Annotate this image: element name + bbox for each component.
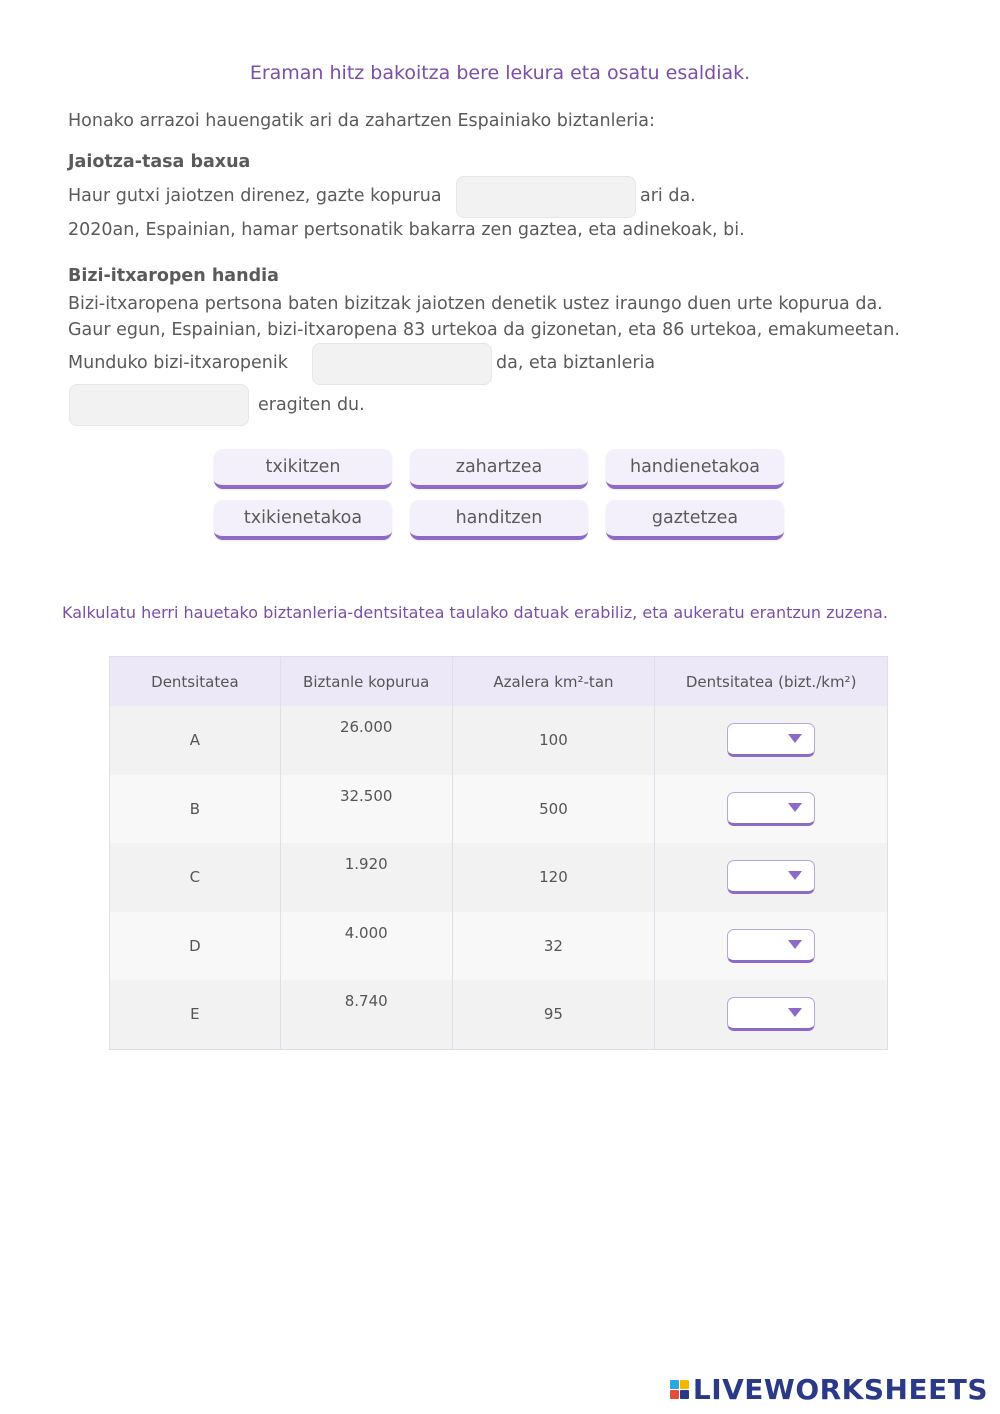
word-chip[interactable]: gaztetzea	[606, 500, 784, 540]
chevron-down-icon	[788, 803, 802, 812]
table-row	[110, 912, 888, 981]
table-header-row	[110, 657, 888, 707]
area-cell: 500	[452, 775, 655, 844]
area-cell: 100	[452, 706, 655, 775]
section1-line1-after: ari da.	[640, 186, 696, 206]
logo-text: LIVEWORKSHEETS	[692, 1373, 988, 1406]
row-label: A	[110, 706, 281, 775]
area-cell: 32	[452, 912, 655, 981]
density-dropdown[interactable]	[727, 792, 815, 826]
header-density-label: Dentsitatea	[110, 657, 281, 707]
header-density-value: Dentsitatea (bizt./km²)	[655, 657, 888, 707]
drop-gap-3[interactable]	[69, 384, 249, 426]
section2-line1: Bizi-itxaropena pertsona baten bizitzak jaiotzen denetik ustez iraungo duen urte kopurua da.	[68, 294, 883, 314]
header-population: Biztanle kopurua	[280, 657, 452, 707]
header-area: Azalera km²-tan	[452, 657, 655, 707]
section2-line2: Gaur egun, Espainian, bizi-itxaropena 83 urtekoa da gizonetan, eta 86 urtekoa, emakumeetan.	[68, 320, 900, 340]
section2-line3-before: Munduko bizi-itxaropenik	[68, 353, 288, 373]
density-dropdown[interactable]	[727, 997, 815, 1031]
row-label: B	[110, 775, 281, 844]
section1-heading: Jaiotza-tasa baxua	[68, 152, 251, 172]
section2-line3-after: da, eta biztanleria	[496, 353, 656, 373]
table-row	[110, 775, 888, 844]
population-cell: 8.740	[280, 980, 452, 1049]
area-cell: 120	[452, 843, 655, 912]
population-cell: 4.000	[280, 912, 452, 981]
density-dropdown[interactable]	[727, 723, 815, 757]
row-label: D	[110, 912, 281, 981]
density-answer-cell	[655, 775, 888, 844]
word-chip[interactable]: handienetakoa	[606, 449, 784, 489]
intro-text: Honako arrazoi hauengatik ari da zahartzen Espainiako biztanleria:	[68, 111, 655, 131]
population-cell: 1.920	[280, 843, 452, 912]
table-row	[110, 843, 888, 912]
population-cell: 26.000	[280, 706, 452, 775]
density-dropdown[interactable]	[727, 929, 815, 963]
density-answer-cell	[655, 912, 888, 981]
section2-line4-after: eragiten du.	[258, 395, 365, 415]
population-cell: 32.500	[280, 775, 452, 844]
drop-gap-2[interactable]	[312, 343, 492, 385]
section1-line2: 2020an, Espainian, hamar pertsonatik bakarra zen gaztea, eta adinekoak, bi.	[68, 220, 745, 240]
section1-line1-before: Haur gutxi jaiotzen direnez, gazte kopurua	[68, 186, 442, 206]
density-answer-cell	[655, 843, 888, 912]
liveworksheets-logo-icon	[670, 1380, 689, 1399]
table-row	[110, 980, 888, 1049]
density-dropdown[interactable]	[727, 860, 815, 894]
table-row	[110, 706, 888, 775]
word-chip[interactable]: txikienetakoa	[214, 500, 392, 540]
drop-gap-1[interactable]	[456, 176, 636, 218]
exercise2-instruction: Kalkulatu herri hauetako biztanleria-dentsitatea taulako datuak erabiliz, eta aukeratu erantzun zuzena.	[62, 603, 888, 622]
liveworksheets-logo	[670, 1373, 988, 1406]
density-answer-cell	[655, 706, 888, 775]
section2-heading: Bizi-itxaropen handia	[68, 266, 279, 286]
chevron-down-icon	[788, 1008, 802, 1017]
word-chip[interactable]: txikitzen	[214, 449, 392, 489]
row-label: E	[110, 980, 281, 1049]
row-label: C	[110, 843, 281, 912]
area-cell: 95	[452, 980, 655, 1049]
chevron-down-icon	[788, 871, 802, 880]
density-answer-cell	[655, 980, 888, 1049]
chevron-down-icon	[788, 734, 802, 743]
word-chip[interactable]: zahartzea	[410, 449, 588, 489]
word-chip[interactable]: handitzen	[410, 500, 588, 540]
chevron-down-icon	[788, 940, 802, 949]
density-table	[109, 656, 888, 1050]
exercise1-instruction: Eraman hitz bakoitza bere lekura eta osatu esaldiak.	[249, 62, 751, 84]
